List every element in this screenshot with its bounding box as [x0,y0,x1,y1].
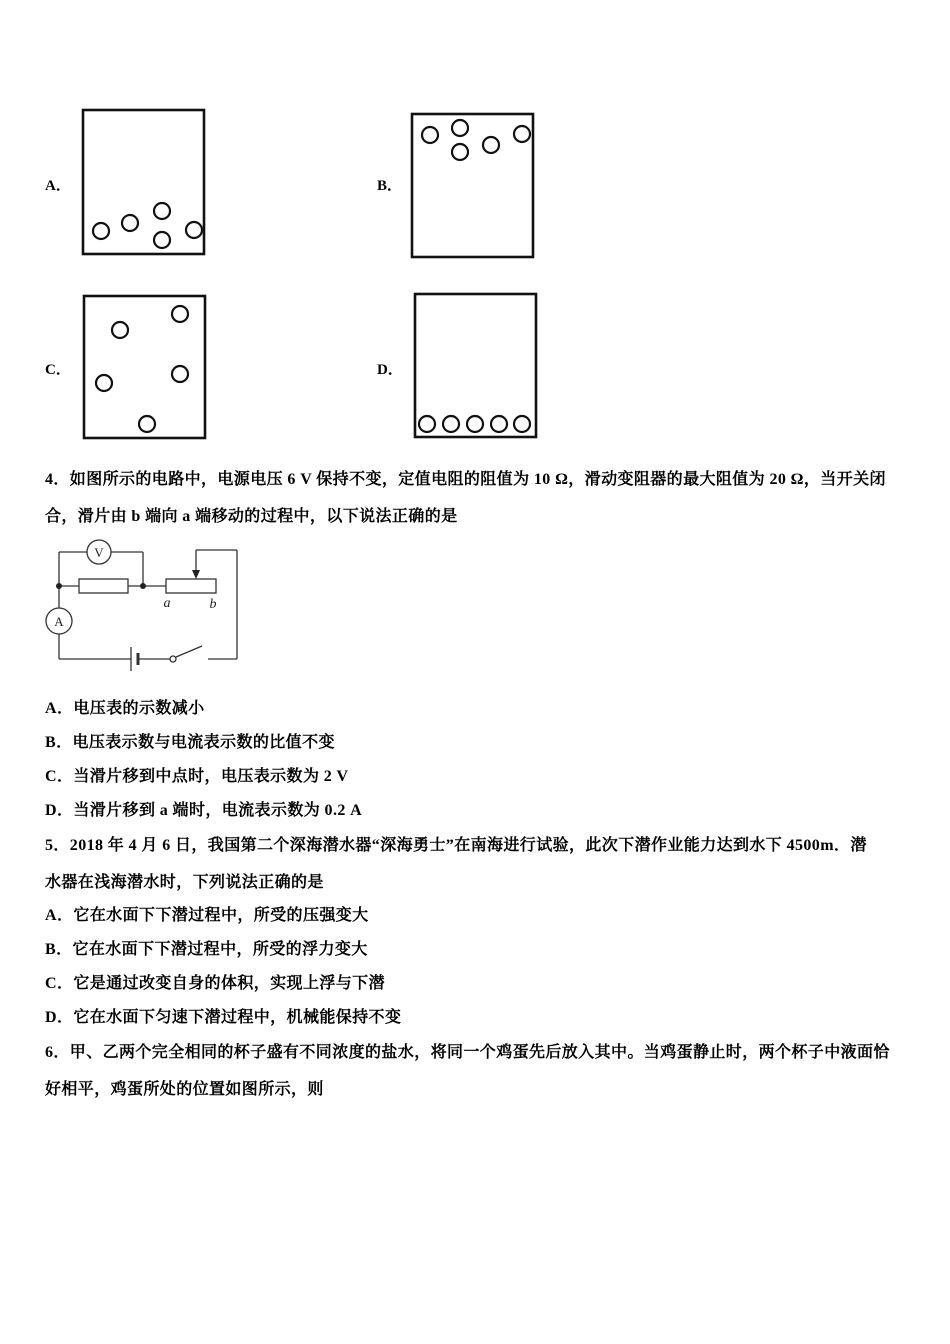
figure-a-ball [186,222,202,238]
question-5-stem-line: 5．2018 年 4 月 6 日，我国第二个深海潜水器“深海勇士”在南海进行试验，此次下潜作业能力达到水下 4500m．潜 [45,837,867,854]
slider-arrow-icon [192,570,200,579]
figure-a-ball [93,223,109,239]
figure-option-a-label: A． [45,178,71,194]
figure-option-c-label: C． [45,362,71,378]
figure-b [412,114,533,257]
figure-d-ball [419,416,435,432]
figure-d-ball [467,416,483,432]
figure-d-ball [443,416,459,432]
fixed-resistor [79,579,128,593]
question-6-stem-line: 好相平，鸡蛋所处的位置如图所示，则 [45,1081,324,1098]
figure-a-ball [154,232,170,248]
circuit-diagram [46,540,237,671]
figure-c-ball [172,306,188,322]
rheostat [166,579,216,593]
ammeter-label: A [54,614,64,629]
figure-d [415,294,536,437]
figure-option-d-label: D． [377,362,403,378]
figure-d-ball [491,416,507,432]
figure-c-ball [139,416,155,432]
figure-c-ball [112,322,128,338]
question-5-option-d: D．它在水面下匀速下潜过程中，机械能保持不变 [45,1009,402,1026]
question-5-stem-line: 水器在浅海潜水时，下列说法正确的是 [45,874,324,891]
figure-a-ball [122,215,138,231]
figure-d-ball [514,416,530,432]
switch-blade [176,646,202,657]
figure-c [84,296,205,438]
question-5-option-b: B．它在水面下下潜过程中，所受的浮力变大 [45,941,368,958]
figure-b-ball [452,144,468,160]
figure-a-ball [154,203,170,219]
rheostat-end-b-label: b [209,597,217,612]
figure-b-ball [483,137,499,153]
question-4-option-a: A．电压表的示数减小 [45,700,205,717]
junction-dot-left [56,583,62,589]
question-4-option-b: B．电压表示数与电流表示数的比值不变 [45,734,335,751]
figure-a [83,110,204,254]
question-5-option-a: A．它在水面下下潜过程中，所受的压强变大 [45,907,369,924]
voltmeter-label: V [94,545,104,560]
question-6-stem-line: 6．甲、乙两个完全相同的杯子盛有不同浓度的盐水，将同一个鸡蛋先后放入其中。当鸡蛋静止时，两个杯子中液面恰 [45,1044,890,1061]
question-4-stem-line: 4．如图所示的电路中，电源电压 6 V 保持不变，定值电阻的阻值为 10 Ω，滑动变阻器的最大阻值为 20 Ω，当开关闭 [45,471,886,488]
figure-b-ball [514,126,530,142]
figure-b-ball [452,120,468,136]
rheostat-end-a-label: a [163,596,171,611]
figure-b-ball [422,127,438,143]
figure-c-ball [172,366,188,382]
question-4-stem-line: 合，滑片由 b 端向 a 端移动的过程中，以下说法正确的是 [45,508,458,525]
figure-option-b-label: B． [377,178,403,194]
junction-dot-right [140,583,146,589]
question-4-option-c: C．当滑片移到中点时，电压表示数为 2 V [45,768,349,785]
question-5-option-c: C．它是通过改变自身的体积，实现上浮与下潜 [45,975,385,992]
switch-pivot [170,656,176,662]
figure-c-ball [96,375,112,391]
question-4-option-d: D．当滑片移到 a 端时，电流表示数为 0.2 A [45,802,363,819]
